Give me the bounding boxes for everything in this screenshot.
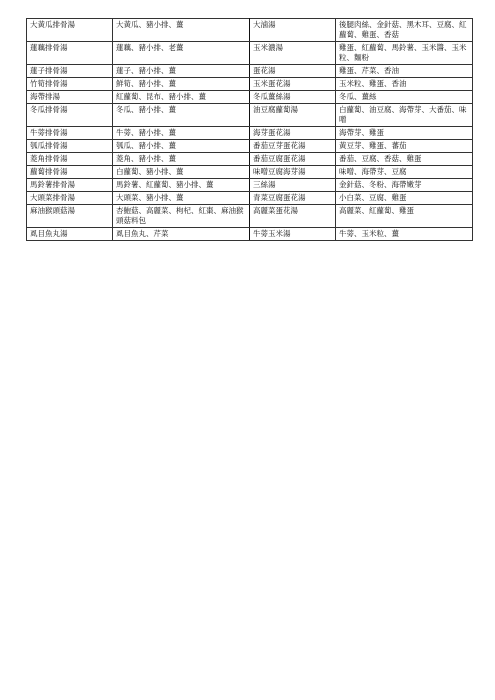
- ingredients-cell: 菱角、豬小排、薑: [113, 153, 250, 166]
- soup-name-cell: 大黃瓜排骨湯: [27, 19, 113, 42]
- ingredients-cell: 大頭菜、豬小排、薑: [113, 192, 250, 205]
- soup-name-cell: 馬鈴薯排骨湯: [27, 179, 113, 192]
- table-row: [27, 166, 473, 179]
- soup-name-cell: 蛋花湯: [250, 65, 336, 78]
- soup-name-cell: 冬瓜薑絲湯: [250, 91, 336, 104]
- soup-name-cell: 大頭菜排骨湯: [27, 192, 113, 205]
- ingredients-cell: 鮮筍、豬小排、薑: [113, 78, 250, 91]
- table-row: [27, 91, 473, 104]
- table-row: [27, 228, 473, 241]
- soup-name-cell: 瓠瓜排骨湯: [27, 140, 113, 153]
- ingredients-cell: 杏鮑菇、高麗菜、枸杞、紅棗、麻油猴頭菇料包: [113, 205, 250, 228]
- table-row: [27, 179, 473, 192]
- ingredients-cell: 馬鈴薯、紅蘿蔔、豬小排、薑: [113, 179, 250, 192]
- soup-name-cell: 味噌豆腐海芽湯: [250, 166, 336, 179]
- ingredients-cell: 番茄、豆腐、香菇、雞蛋: [336, 153, 473, 166]
- ingredients-cell: 雞蛋、芹菜、香油: [336, 65, 473, 78]
- soup-name-cell: 玉米濃湯: [250, 42, 336, 65]
- ingredients-cell: 蓮子、豬小排、薑: [113, 65, 250, 78]
- ingredients-cell: 黃豆芽、雞蛋、蕃茄: [336, 140, 473, 153]
- table-row: [27, 127, 473, 140]
- ingredients-cell: 玉米粒、雞蛋、香油: [336, 78, 473, 91]
- ingredients-cell: 牛蒡、玉米粒、薑: [336, 228, 473, 241]
- ingredients-cell: 冬瓜、薑絲: [336, 91, 473, 104]
- table-row: [27, 65, 473, 78]
- ingredients-cell: 高麗菜、紅蘿蔔、雞蛋: [336, 205, 473, 228]
- ingredients-cell: 虱目魚丸、芹菜: [113, 228, 250, 241]
- ingredients-cell: 白蘿蔔、豬小排、薑: [113, 166, 250, 179]
- table-row: [27, 78, 473, 91]
- soup-name-cell: 高麗菜蛋花湯: [250, 205, 336, 228]
- soup-name-cell: 蘿蔔排骨湯: [27, 166, 113, 179]
- ingredients-cell: 雞蛋、紅蘿蔔、馬鈴薯、玉米醬、玉米粒、麵粉: [336, 42, 473, 65]
- soup-name-cell: 三絲湯: [250, 179, 336, 192]
- table-row: [27, 153, 473, 166]
- soup-name-cell: 虱目魚丸湯: [27, 228, 113, 241]
- table-row: [27, 192, 473, 205]
- soup-name-cell: 牛蒡玉米湯: [250, 228, 336, 241]
- ingredients-cell: 冬瓜、豬小排、薑: [113, 104, 250, 127]
- ingredients-cell: 牛蒡、豬小排、薑: [113, 127, 250, 140]
- ingredients-cell: 瓠瓜、豬小排、薑: [113, 140, 250, 153]
- table-body: [27, 19, 473, 241]
- ingredients-cell: 海帶芽、雞蛋: [336, 127, 473, 140]
- soup-name-cell: 番茄豆腐蛋花湯: [250, 153, 336, 166]
- ingredients-cell: 味噌、海帶芽、豆腐: [336, 166, 473, 179]
- table-row: [27, 19, 473, 42]
- soup-ingredients-table: [26, 18, 473, 241]
- ingredients-cell: 金針菇、冬粉、海帶嫩芽: [336, 179, 473, 192]
- soup-name-cell: 蓮子排骨湯: [27, 65, 113, 78]
- soup-name-cell: 海芽蛋花湯: [250, 127, 336, 140]
- soup-name-cell: 冬瓜排骨湯: [27, 104, 113, 127]
- soup-name-cell: 番茄豆芽蛋花湯: [250, 140, 336, 153]
- soup-name-cell: 菱角排骨湯: [27, 153, 113, 166]
- ingredients-cell: 紅蘿蔔、昆布、豬小排、薑: [113, 91, 250, 104]
- ingredients-cell: 白蘿蔔、油豆腐、海帶芽、大番茄、味噌: [336, 104, 473, 127]
- soup-name-cell: 海帶排湯: [27, 91, 113, 104]
- soup-name-cell: 蓮藕排骨湯: [27, 42, 113, 65]
- soup-name-cell: 竹筍排骨湯: [27, 78, 113, 91]
- ingredients-cell: 後腿肉絲、金針菇、黑木耳、豆腐、紅蘿蔔、雞蛋、香菇: [336, 19, 473, 42]
- ingredients-cell: 小白菜、豆腐、雞蛋: [336, 192, 473, 205]
- table-row: [27, 104, 473, 127]
- ingredients-cell: 蓮藕、豬小排、老薑: [113, 42, 250, 65]
- soup-name-cell: 麻油猴頭菇湯: [27, 205, 113, 228]
- table-row: [27, 42, 473, 65]
- soup-name-cell: 油豆腐蘿蔔湯: [250, 104, 336, 127]
- soup-name-cell: 青菜豆腐蛋花湯: [250, 192, 336, 205]
- soup-name-cell: 玉米蛋花湯: [250, 78, 336, 91]
- soup-name-cell: 大滷湯: [250, 19, 336, 42]
- ingredients-cell: 大黃瓜、豬小排、薑: [113, 19, 250, 42]
- soup-name-cell: 牛蒡排骨湯: [27, 127, 113, 140]
- table-row: [27, 140, 473, 153]
- table-row: [27, 205, 473, 228]
